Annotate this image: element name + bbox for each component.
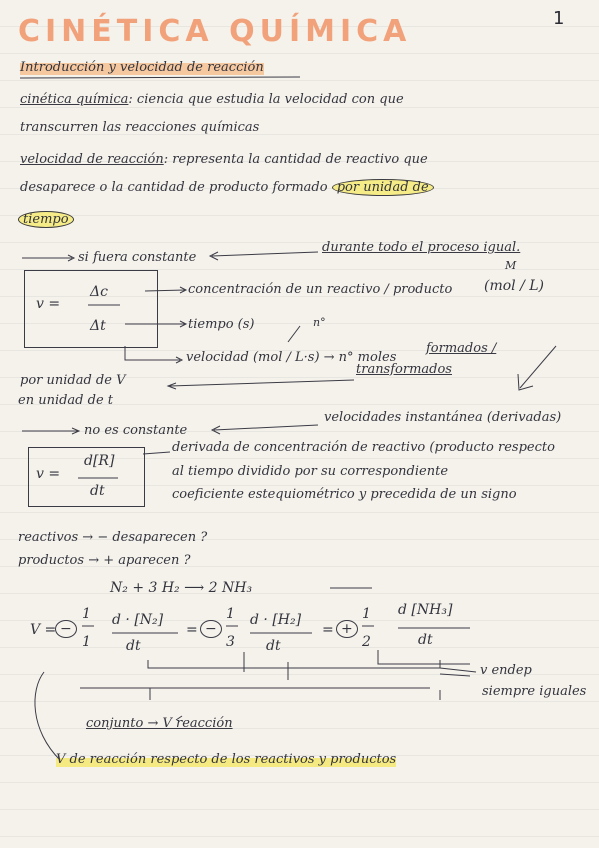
curly-brace (35, 672, 60, 760)
conjunto-note: conjunto → V reacción (86, 716, 233, 731)
n-note: n° (313, 316, 326, 329)
heading-underline (20, 77, 300, 78)
coef-3-num: 1 (362, 606, 371, 622)
coef-2-den: 3 (226, 634, 235, 650)
por-unidad-v: por unidad de V (20, 373, 126, 388)
reaction-equation: N₂ + 3 H₂ ⟶ 2 NH₃ (110, 580, 253, 596)
en-unidad-t: en unidad de t (18, 393, 113, 408)
velocidad-text-2: desaparece o la cantidad de producto formado (20, 180, 328, 195)
si-fuera-constante: si fuera constante (78, 250, 197, 265)
concentracion-text: concentración de un reactivo / producto (188, 282, 453, 297)
derivative-denominator: dt (90, 483, 105, 499)
deriv-2-den: dt (266, 638, 281, 654)
deriv-3-num: d [NH₃] (398, 602, 453, 618)
plus-sign-3: + (336, 620, 358, 638)
velocidad-text-1: : representa la cantidad de reactivo que (163, 152, 428, 167)
v-equals-derivative: v = (36, 466, 61, 482)
deriv-1-num: d · [N₂] (112, 612, 164, 628)
term-velocidad: velocidad de reacción (20, 152, 164, 167)
v-equals: v = (36, 296, 61, 312)
derivada-line-2: al tiempo dividido por su correspondiente (172, 464, 449, 479)
productos-note: productos → + aparecen ? (18, 553, 191, 568)
coef-1-den: 1 (82, 634, 91, 650)
no-es-constante: no es constante (84, 423, 188, 438)
concentracion-unit: (mol / L) (484, 278, 545, 294)
derivada-line-3: coeficiente estequiométrico y precedida de un signo (172, 487, 517, 502)
coef-1-num: 1 (82, 606, 91, 622)
coef-3-den: 2 (362, 634, 371, 650)
arrow-durante (212, 252, 318, 256)
section-heading: Introducción y velocidad de reacción (20, 60, 264, 75)
v-reaction: V = (30, 622, 57, 638)
deriv-3-den: dt (418, 632, 433, 648)
velocidad-units: velocidad (mol / L·s) → n° moles (186, 350, 397, 365)
page-title: CINÉTICA QUÍMICA (18, 14, 412, 49)
tiempo-text: tiempo (s) (188, 317, 255, 332)
n-pointer (288, 326, 300, 342)
derivada-line-1: derivada de concentración de reactivo (producto respecto (172, 440, 555, 455)
molaridad-symbol: M (505, 259, 517, 272)
definition-text-1: : ciencia que estudia la velocidad con que (128, 92, 404, 107)
deriv-1-den: dt (126, 638, 141, 654)
formados-text: formados / (426, 341, 497, 356)
arrow-velocidad (125, 346, 180, 360)
transformados-text: transformados (356, 362, 452, 377)
reactivos-note: reactivos → − desaparecen ? (18, 530, 208, 545)
equals-2: = (322, 622, 334, 638)
definition-text-2: transcurren las reacciones químicas (20, 120, 260, 135)
delta-c: Δc (90, 284, 108, 300)
arrow-instantaneas (214, 425, 318, 430)
deriv-2-num: d · [H₂] (250, 612, 302, 628)
final-note: V de reacción respecto de los reactivos y productos (56, 752, 397, 767)
minus-sign-2: − (200, 620, 222, 638)
circled-tiempo: tiempo (18, 211, 74, 228)
circled-por-unidad: por unidad de (332, 179, 434, 196)
check-arrow (520, 346, 556, 388)
arrow-derivada (143, 452, 170, 454)
durante-proceso: durante todo el proceso igual. (322, 240, 521, 255)
delta-t: Δt (90, 318, 106, 334)
page-number: 1 (553, 8, 565, 29)
equals-1: = (186, 622, 198, 638)
arrow-transformados (170, 380, 354, 386)
derivative-numerator: d[R] (84, 453, 115, 469)
arrow-concentracion (145, 290, 185, 291)
coef-2-num: 1 (226, 606, 235, 622)
siempre-iguales-note: siempre iguales (482, 684, 587, 699)
v-endep-note: v endep (480, 663, 532, 678)
term-cinetica: cinética química (20, 92, 129, 107)
minus-sign-1: − (55, 620, 77, 638)
velocidades-instantaneas: velocidades instantánea (derivadas) (324, 410, 562, 425)
